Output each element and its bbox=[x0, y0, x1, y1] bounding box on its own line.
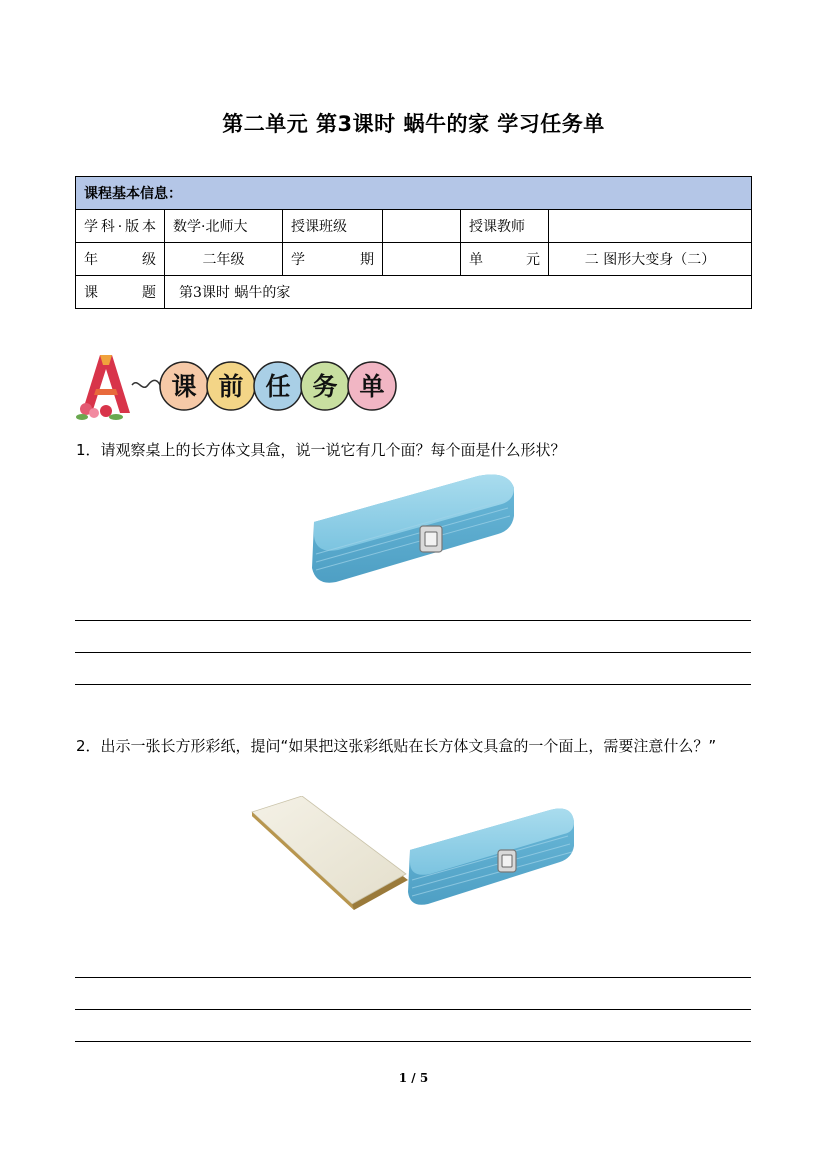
answer-line[interactable] bbox=[75, 652, 751, 653]
answer-line[interactable] bbox=[75, 1041, 751, 1042]
class-value bbox=[383, 210, 461, 243]
teacher-value bbox=[549, 210, 752, 243]
topic-label: 课 题 bbox=[76, 276, 165, 309]
pencil-box-icon bbox=[408, 809, 574, 905]
unit-value: 二 图形大变身（二） bbox=[549, 243, 752, 276]
banner-char-1 bbox=[160, 362, 208, 410]
banner-char-2 bbox=[207, 362, 255, 410]
course-info-table bbox=[75, 176, 752, 309]
paper-and-pencil-box-image bbox=[250, 796, 580, 914]
question-2: 2．出示一张长方形彩纸，提问“如果把这张彩纸贴在长方体文具盒的一个面上，需要注意什么？” bbox=[76, 737, 717, 755]
table-header: 课程基本信息： bbox=[76, 177, 752, 210]
answer-line[interactable] bbox=[75, 977, 751, 978]
term-value bbox=[383, 243, 461, 276]
svg-text:单: 单 bbox=[359, 372, 385, 401]
teacher-label: 授课教师 bbox=[461, 210, 549, 243]
banner-char-3 bbox=[254, 362, 302, 410]
answer-line[interactable] bbox=[75, 1009, 751, 1010]
question-1: 1．请观察桌上的长方体文具盒，说一说它有几个面？每个面是什么形状？ bbox=[76, 441, 566, 459]
subject-value: 数学·北师大 bbox=[165, 210, 283, 243]
answer-line[interactable] bbox=[75, 620, 751, 621]
class-label: 授课班级 bbox=[283, 210, 383, 243]
subject-label: 学科·版本 bbox=[76, 210, 165, 243]
banner-letter: A bbox=[99, 377, 100, 378]
svg-text:前: 前 bbox=[218, 372, 244, 401]
answer-line[interactable] bbox=[75, 684, 751, 685]
grade-value: 二年级 bbox=[165, 243, 283, 276]
term-label: 学 期 bbox=[283, 243, 383, 276]
grade-label: 年 级 bbox=[76, 243, 165, 276]
unit-label: 单 元 bbox=[461, 243, 549, 276]
pre-class-task-banner bbox=[76, 349, 406, 421]
banner-char-4 bbox=[301, 362, 349, 410]
svg-text:课: 课 bbox=[171, 372, 197, 401]
svg-text:务: 务 bbox=[312, 372, 338, 401]
letter-a-icon bbox=[76, 355, 130, 420]
page-number: 1 / 5 bbox=[398, 1071, 429, 1085]
banner-char-5 bbox=[348, 362, 396, 410]
pencil-box-image bbox=[308, 470, 520, 588]
paper-stack-icon bbox=[252, 796, 408, 910]
svg-text:任: 任 bbox=[265, 372, 291, 401]
topic-value: 第3课时 蜗牛的家 bbox=[165, 276, 752, 309]
document-title: 第二单元 第3课时 蜗牛的家 学习任务单 bbox=[222, 112, 605, 136]
